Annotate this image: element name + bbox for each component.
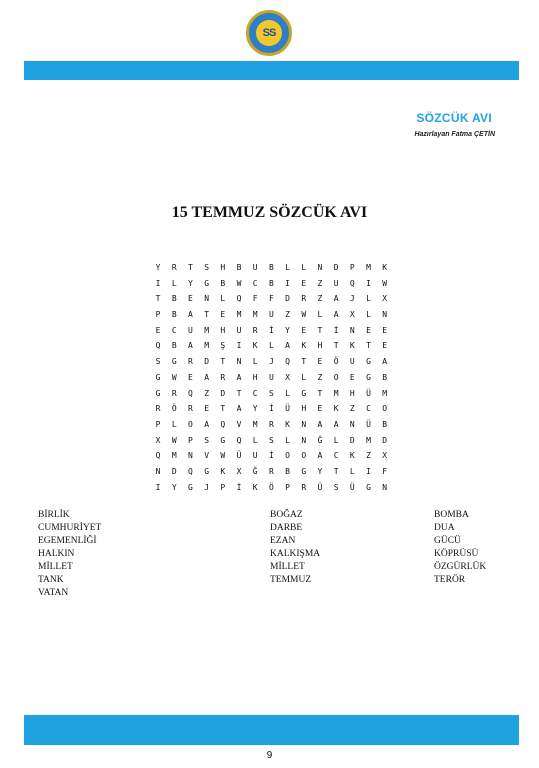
word-list-item: VATAN bbox=[38, 588, 69, 598]
grid-cell: Y bbox=[188, 278, 193, 288]
grid-cell: Ü bbox=[366, 388, 371, 398]
author-credit: Hazırlayan Fatma ÇETİN bbox=[414, 131, 495, 138]
grid-cell: E bbox=[366, 325, 371, 335]
grid-cell: D bbox=[220, 388, 226, 398]
grid-cell: G bbox=[155, 372, 161, 382]
grid-cell: R bbox=[220, 372, 226, 382]
grid-cell: E bbox=[382, 325, 388, 335]
grid-cell: N bbox=[204, 294, 210, 304]
grid-cell: U bbox=[349, 357, 355, 367]
grid-cell: A bbox=[333, 419, 339, 429]
grid-cell: I bbox=[366, 466, 371, 476]
grid-row bbox=[150, 433, 393, 449]
grid-cell: E bbox=[204, 404, 210, 414]
grid-cell: L bbox=[171, 278, 177, 288]
grid-cell: T bbox=[366, 341, 371, 351]
grid-cell: Ö bbox=[268, 482, 274, 492]
grid-cell: L bbox=[301, 372, 307, 382]
grid-cell: E bbox=[155, 325, 161, 335]
grid-cell: Y bbox=[317, 466, 323, 476]
grid-cell: C bbox=[366, 404, 371, 414]
grid-cell: Ğ bbox=[317, 435, 323, 445]
word-list-item: BİRLİK bbox=[38, 510, 70, 520]
grid-cell: G bbox=[366, 357, 371, 367]
grid-cell: B bbox=[171, 310, 177, 320]
grid-cell: U bbox=[188, 325, 193, 335]
grid-cell: Q bbox=[155, 341, 161, 351]
grid-cell: B bbox=[268, 278, 274, 288]
grid-cell: B bbox=[171, 341, 177, 351]
grid-cell: P bbox=[285, 482, 290, 492]
grid-row bbox=[150, 417, 393, 433]
grid-cell: G bbox=[366, 372, 371, 382]
grid-cell: Ü bbox=[285, 404, 290, 414]
grid-cell: O bbox=[188, 419, 193, 429]
grid-cell: A bbox=[204, 419, 210, 429]
grid-cell: D bbox=[333, 263, 339, 272]
grid-row bbox=[150, 260, 393, 276]
school-logo bbox=[246, 10, 292, 56]
grid-row bbox=[150, 401, 393, 417]
grid-cell: O bbox=[333, 372, 339, 382]
grid-cell: T bbox=[220, 357, 226, 367]
grid-cell: F bbox=[382, 466, 388, 476]
grid-cell: T bbox=[317, 388, 323, 398]
grid-cell: R bbox=[188, 357, 193, 367]
grid-cell: I bbox=[366, 278, 371, 288]
word-list-item: DARBE bbox=[270, 523, 303, 533]
word-list-item: KÖPRÜSÜ bbox=[434, 549, 479, 559]
logo-emblem-text: SS bbox=[256, 20, 282, 46]
grid-cell: S bbox=[268, 388, 274, 398]
grid-row bbox=[150, 448, 393, 464]
grid-cell: Q bbox=[285, 357, 290, 367]
grid-cell: Y bbox=[171, 482, 177, 492]
grid-cell: T bbox=[333, 466, 339, 476]
grid-cell: L bbox=[285, 263, 290, 272]
grid-cell: A bbox=[317, 419, 323, 429]
grid-cell: Q bbox=[349, 278, 355, 288]
grid-row bbox=[150, 386, 393, 402]
grid-cell: X bbox=[382, 294, 388, 304]
grid-cell: L bbox=[317, 310, 323, 320]
grid-cell: H bbox=[220, 263, 226, 272]
grid-cell: G bbox=[204, 278, 210, 288]
grid-cell: W bbox=[171, 372, 177, 382]
grid-cell: X bbox=[236, 466, 242, 476]
word-list-item: HALKIN bbox=[38, 549, 75, 559]
grid-cell: U bbox=[333, 278, 339, 288]
grid-cell: X bbox=[285, 372, 290, 382]
grid-cell: N bbox=[236, 357, 242, 367]
grid-cell: G bbox=[188, 482, 193, 492]
grid-cell: L bbox=[268, 341, 274, 351]
grid-cell: X bbox=[155, 435, 161, 445]
grid-cell: M bbox=[382, 388, 388, 398]
grid-cell: K bbox=[333, 404, 339, 414]
grid-cell: L bbox=[301, 263, 307, 272]
grid-cell: M bbox=[236, 310, 242, 320]
grid-cell: Y bbox=[155, 263, 161, 272]
grid-cell: S bbox=[204, 435, 210, 445]
grid-cell: E bbox=[317, 357, 323, 367]
grid-cell: B bbox=[220, 278, 226, 288]
grid-cell: R bbox=[188, 404, 193, 414]
grid-row bbox=[150, 354, 393, 370]
word-list-item: BOĞAZ bbox=[270, 510, 303, 520]
grid-cell: Q bbox=[155, 451, 161, 461]
grid-cell: İ bbox=[268, 325, 274, 335]
grid-cell: Z bbox=[317, 294, 323, 304]
grid-cell: K bbox=[382, 263, 388, 272]
grid-cell: U bbox=[252, 451, 258, 461]
grid-cell: M bbox=[171, 451, 177, 461]
word-list-column-3 bbox=[434, 509, 486, 587]
header-band bbox=[24, 61, 519, 80]
grid-cell: R bbox=[268, 419, 274, 429]
grid-cell: H bbox=[252, 372, 258, 382]
grid-cell: Ğ bbox=[252, 466, 258, 476]
brand-title: SÖZCÜK AVI bbox=[416, 111, 492, 125]
word-list-item: EZAN bbox=[270, 536, 296, 546]
grid-cell: P bbox=[220, 482, 226, 492]
grid-cell: M bbox=[366, 263, 371, 272]
grid-cell: D bbox=[285, 294, 290, 304]
grid-row bbox=[150, 307, 393, 323]
grid-cell: Ü bbox=[349, 482, 355, 492]
word-list-item: MİLLET bbox=[38, 562, 73, 572]
grid-cell: E bbox=[220, 310, 226, 320]
grid-cell: I bbox=[155, 482, 161, 492]
grid-cell: N bbox=[301, 435, 307, 445]
grid-cell: İ bbox=[268, 404, 274, 414]
grid-cell: W bbox=[236, 278, 242, 288]
grid-cell: Ö bbox=[171, 404, 177, 414]
grid-cell: V bbox=[204, 451, 210, 461]
grid-cell: B bbox=[236, 263, 242, 272]
grid-cell: O bbox=[301, 451, 307, 461]
grid-cell: K bbox=[349, 451, 355, 461]
grid-row bbox=[150, 291, 393, 307]
grid-cell: L bbox=[366, 294, 371, 304]
grid-cell: İ bbox=[268, 451, 274, 461]
grid-cell: A bbox=[188, 310, 193, 320]
grid-cell: K bbox=[252, 482, 258, 492]
grid-cell: A bbox=[333, 310, 339, 320]
grid-cell: A bbox=[333, 294, 339, 304]
word-list-item: EGEMENLİĞİ bbox=[38, 536, 97, 546]
word-list-item: TERÖR bbox=[434, 575, 466, 585]
grid-cell: D bbox=[382, 435, 388, 445]
grid-cell: N bbox=[188, 451, 193, 461]
word-list-item: TEMMUZ bbox=[270, 575, 312, 585]
grid-cell: H bbox=[349, 388, 355, 398]
grid-cell: G bbox=[171, 357, 177, 367]
grid-row bbox=[150, 370, 393, 386]
grid-cell: A bbox=[317, 451, 323, 461]
grid-cell: K bbox=[220, 466, 226, 476]
grid-cell: A bbox=[236, 372, 242, 382]
grid-cell: M bbox=[252, 310, 258, 320]
grid-cell: T bbox=[236, 388, 242, 398]
grid-cell: Ş bbox=[220, 341, 226, 351]
grid-cell: W bbox=[301, 310, 307, 320]
grid-cell: I bbox=[155, 278, 161, 288]
grid-cell: U bbox=[236, 325, 242, 335]
grid-cell: Ü bbox=[366, 419, 371, 429]
grid-cell: N bbox=[349, 325, 355, 335]
grid-cell: Y bbox=[285, 325, 290, 335]
grid-cell: N bbox=[349, 419, 355, 429]
grid-cell: W bbox=[171, 435, 177, 445]
grid-cell: C bbox=[252, 278, 258, 288]
word-list-column-1 bbox=[38, 509, 101, 600]
grid-cell: N bbox=[155, 466, 161, 476]
grid-cell: E bbox=[349, 372, 355, 382]
grid-cell: B bbox=[268, 263, 274, 272]
grid-cell: U bbox=[268, 372, 274, 382]
grid-row bbox=[150, 323, 393, 339]
grid-cell: S bbox=[333, 482, 339, 492]
word-search-grid bbox=[150, 260, 393, 495]
grid-cell: P bbox=[155, 419, 161, 429]
grid-cell: A bbox=[236, 404, 242, 414]
grid-cell: C bbox=[252, 388, 258, 398]
grid-cell: Q bbox=[188, 388, 193, 398]
grid-cell: G bbox=[366, 482, 371, 492]
grid-cell: Z bbox=[317, 372, 323, 382]
grid-cell: B bbox=[171, 294, 177, 304]
page-title: 15 TEMMUZ SÖZCÜK AVI bbox=[171, 204, 368, 221]
grid-cell: X bbox=[382, 451, 388, 461]
grid-cell: Q bbox=[188, 466, 193, 476]
grid-cell: Z bbox=[285, 310, 290, 320]
grid-cell: A bbox=[204, 372, 210, 382]
grid-cell: F bbox=[268, 294, 274, 304]
grid-cell: C bbox=[171, 325, 177, 335]
grid-cell: Ö bbox=[333, 357, 339, 367]
grid-cell: I bbox=[285, 278, 290, 288]
grid-cell: G bbox=[301, 388, 307, 398]
grid-cell: J bbox=[204, 482, 210, 492]
grid-cell: H bbox=[220, 325, 226, 335]
grid-cell: T bbox=[317, 325, 323, 335]
grid-cell: V bbox=[236, 419, 242, 429]
grid-cell: L bbox=[252, 357, 258, 367]
grid-cell: M bbox=[333, 388, 339, 398]
grid-cell: E bbox=[382, 341, 388, 351]
grid-cell: G bbox=[155, 388, 161, 398]
grid-cell: T bbox=[155, 294, 161, 304]
grid-cell: E bbox=[188, 294, 193, 304]
footer-band bbox=[24, 715, 519, 745]
grid-cell: M bbox=[204, 325, 210, 335]
grid-cell: L bbox=[333, 435, 339, 445]
grid-cell: İ bbox=[333, 325, 339, 335]
grid-cell: L bbox=[171, 419, 177, 429]
grid-cell: C bbox=[333, 451, 339, 461]
grid-row bbox=[150, 480, 393, 496]
word-list-item: DUA bbox=[434, 523, 455, 533]
grid-cell: T bbox=[301, 357, 307, 367]
grid-cell: N bbox=[382, 310, 388, 320]
grid-cell: R bbox=[301, 294, 307, 304]
grid-cell: U bbox=[268, 310, 274, 320]
grid-cell: O bbox=[382, 404, 388, 414]
grid-cell: M bbox=[252, 419, 258, 429]
grid-cell: G bbox=[204, 466, 210, 476]
word-list-column-2 bbox=[270, 509, 320, 587]
grid-cell: E bbox=[317, 404, 323, 414]
grid-cell: B bbox=[382, 372, 388, 382]
grid-cell: W bbox=[220, 451, 226, 461]
grid-cell: K bbox=[301, 341, 307, 351]
grid-cell: H bbox=[317, 341, 323, 351]
grid-cell: E bbox=[301, 278, 307, 288]
word-list-item: BOMBA bbox=[434, 510, 469, 520]
grid-cell: Z bbox=[349, 404, 355, 414]
grid-cell: L bbox=[252, 435, 258, 445]
grid-cell: N bbox=[382, 482, 388, 492]
grid-cell: T bbox=[204, 310, 210, 320]
word-list-item: GÜCÜ bbox=[434, 536, 461, 546]
grid-cell: R bbox=[171, 388, 177, 398]
grid-cell: D bbox=[204, 357, 210, 367]
grid-cell: N bbox=[317, 263, 323, 272]
grid-cell: R bbox=[301, 482, 307, 492]
word-list-item: MİLLET bbox=[270, 562, 305, 572]
grid-cell: A bbox=[285, 341, 290, 351]
grid-cell: S bbox=[204, 263, 210, 272]
grid-cell: K bbox=[252, 341, 258, 351]
grid-cell: Ü bbox=[317, 482, 323, 492]
grid-cell: R bbox=[268, 466, 274, 476]
grid-cell: Z bbox=[366, 451, 371, 461]
grid-cell: K bbox=[349, 341, 355, 351]
grid-cell: R bbox=[171, 263, 177, 272]
grid-cell: B bbox=[285, 466, 290, 476]
grid-cell: L bbox=[285, 435, 290, 445]
word-list-item: CUMHURİYET bbox=[38, 523, 102, 533]
grid-cell: S bbox=[155, 357, 161, 367]
grid-cell: T bbox=[188, 263, 193, 272]
grid-cell: O bbox=[285, 451, 290, 461]
grid-cell: L bbox=[366, 310, 371, 320]
grid-cell: A bbox=[382, 357, 388, 367]
grid-cell: J bbox=[268, 357, 274, 367]
grid-row bbox=[150, 464, 393, 480]
word-list-item: TANK bbox=[38, 575, 64, 585]
grid-cell: Q bbox=[220, 419, 226, 429]
grid-cell: Ü bbox=[236, 451, 242, 461]
grid-cell: L bbox=[220, 294, 226, 304]
grid-cell: A bbox=[188, 341, 193, 351]
grid-cell: Q bbox=[236, 435, 242, 445]
grid-cell: E bbox=[188, 372, 193, 382]
word-list-item: KALKIŞMA bbox=[270, 549, 321, 559]
word-list-item: ÖZGÜRLÜK bbox=[434, 562, 487, 572]
page-number: 9 bbox=[266, 750, 273, 761]
grid-cell: P bbox=[349, 263, 355, 272]
grid-cell: N bbox=[301, 419, 307, 429]
grid-cell: L bbox=[349, 466, 355, 476]
grid-cell: Q bbox=[236, 294, 242, 304]
grid-cell: E bbox=[301, 325, 307, 335]
grid-cell: T bbox=[333, 341, 339, 351]
grid-row bbox=[150, 338, 393, 354]
grid-cell: Z bbox=[204, 388, 210, 398]
grid-cell: L bbox=[285, 388, 290, 398]
grid-cell: P bbox=[188, 435, 193, 445]
grid-cell: T bbox=[220, 404, 226, 414]
grid-cell: H bbox=[301, 404, 307, 414]
grid-cell: I bbox=[236, 341, 242, 351]
grid-cell: Z bbox=[317, 278, 323, 288]
grid-cell: W bbox=[382, 278, 388, 288]
grid-cell: F bbox=[252, 294, 258, 304]
grid-cell: K bbox=[285, 419, 290, 429]
grid-cell: P bbox=[155, 310, 161, 320]
grid-cell: G bbox=[301, 466, 307, 476]
grid-cell: G bbox=[220, 435, 226, 445]
grid-cell: R bbox=[252, 325, 258, 335]
grid-cell: Y bbox=[252, 404, 258, 414]
grid-cell: R bbox=[155, 404, 161, 414]
grid-cell: X bbox=[349, 310, 355, 320]
grid-cell: B bbox=[382, 419, 388, 429]
grid-cell: D bbox=[349, 435, 355, 445]
grid-cell: M bbox=[204, 341, 210, 351]
grid-cell: M bbox=[366, 435, 371, 445]
grid-row bbox=[150, 276, 393, 292]
grid-cell: S bbox=[268, 435, 274, 445]
grid-cell: İ bbox=[236, 482, 242, 492]
grid-cell: J bbox=[349, 294, 355, 304]
grid-cell: U bbox=[252, 263, 258, 272]
grid-cell: D bbox=[171, 466, 177, 476]
